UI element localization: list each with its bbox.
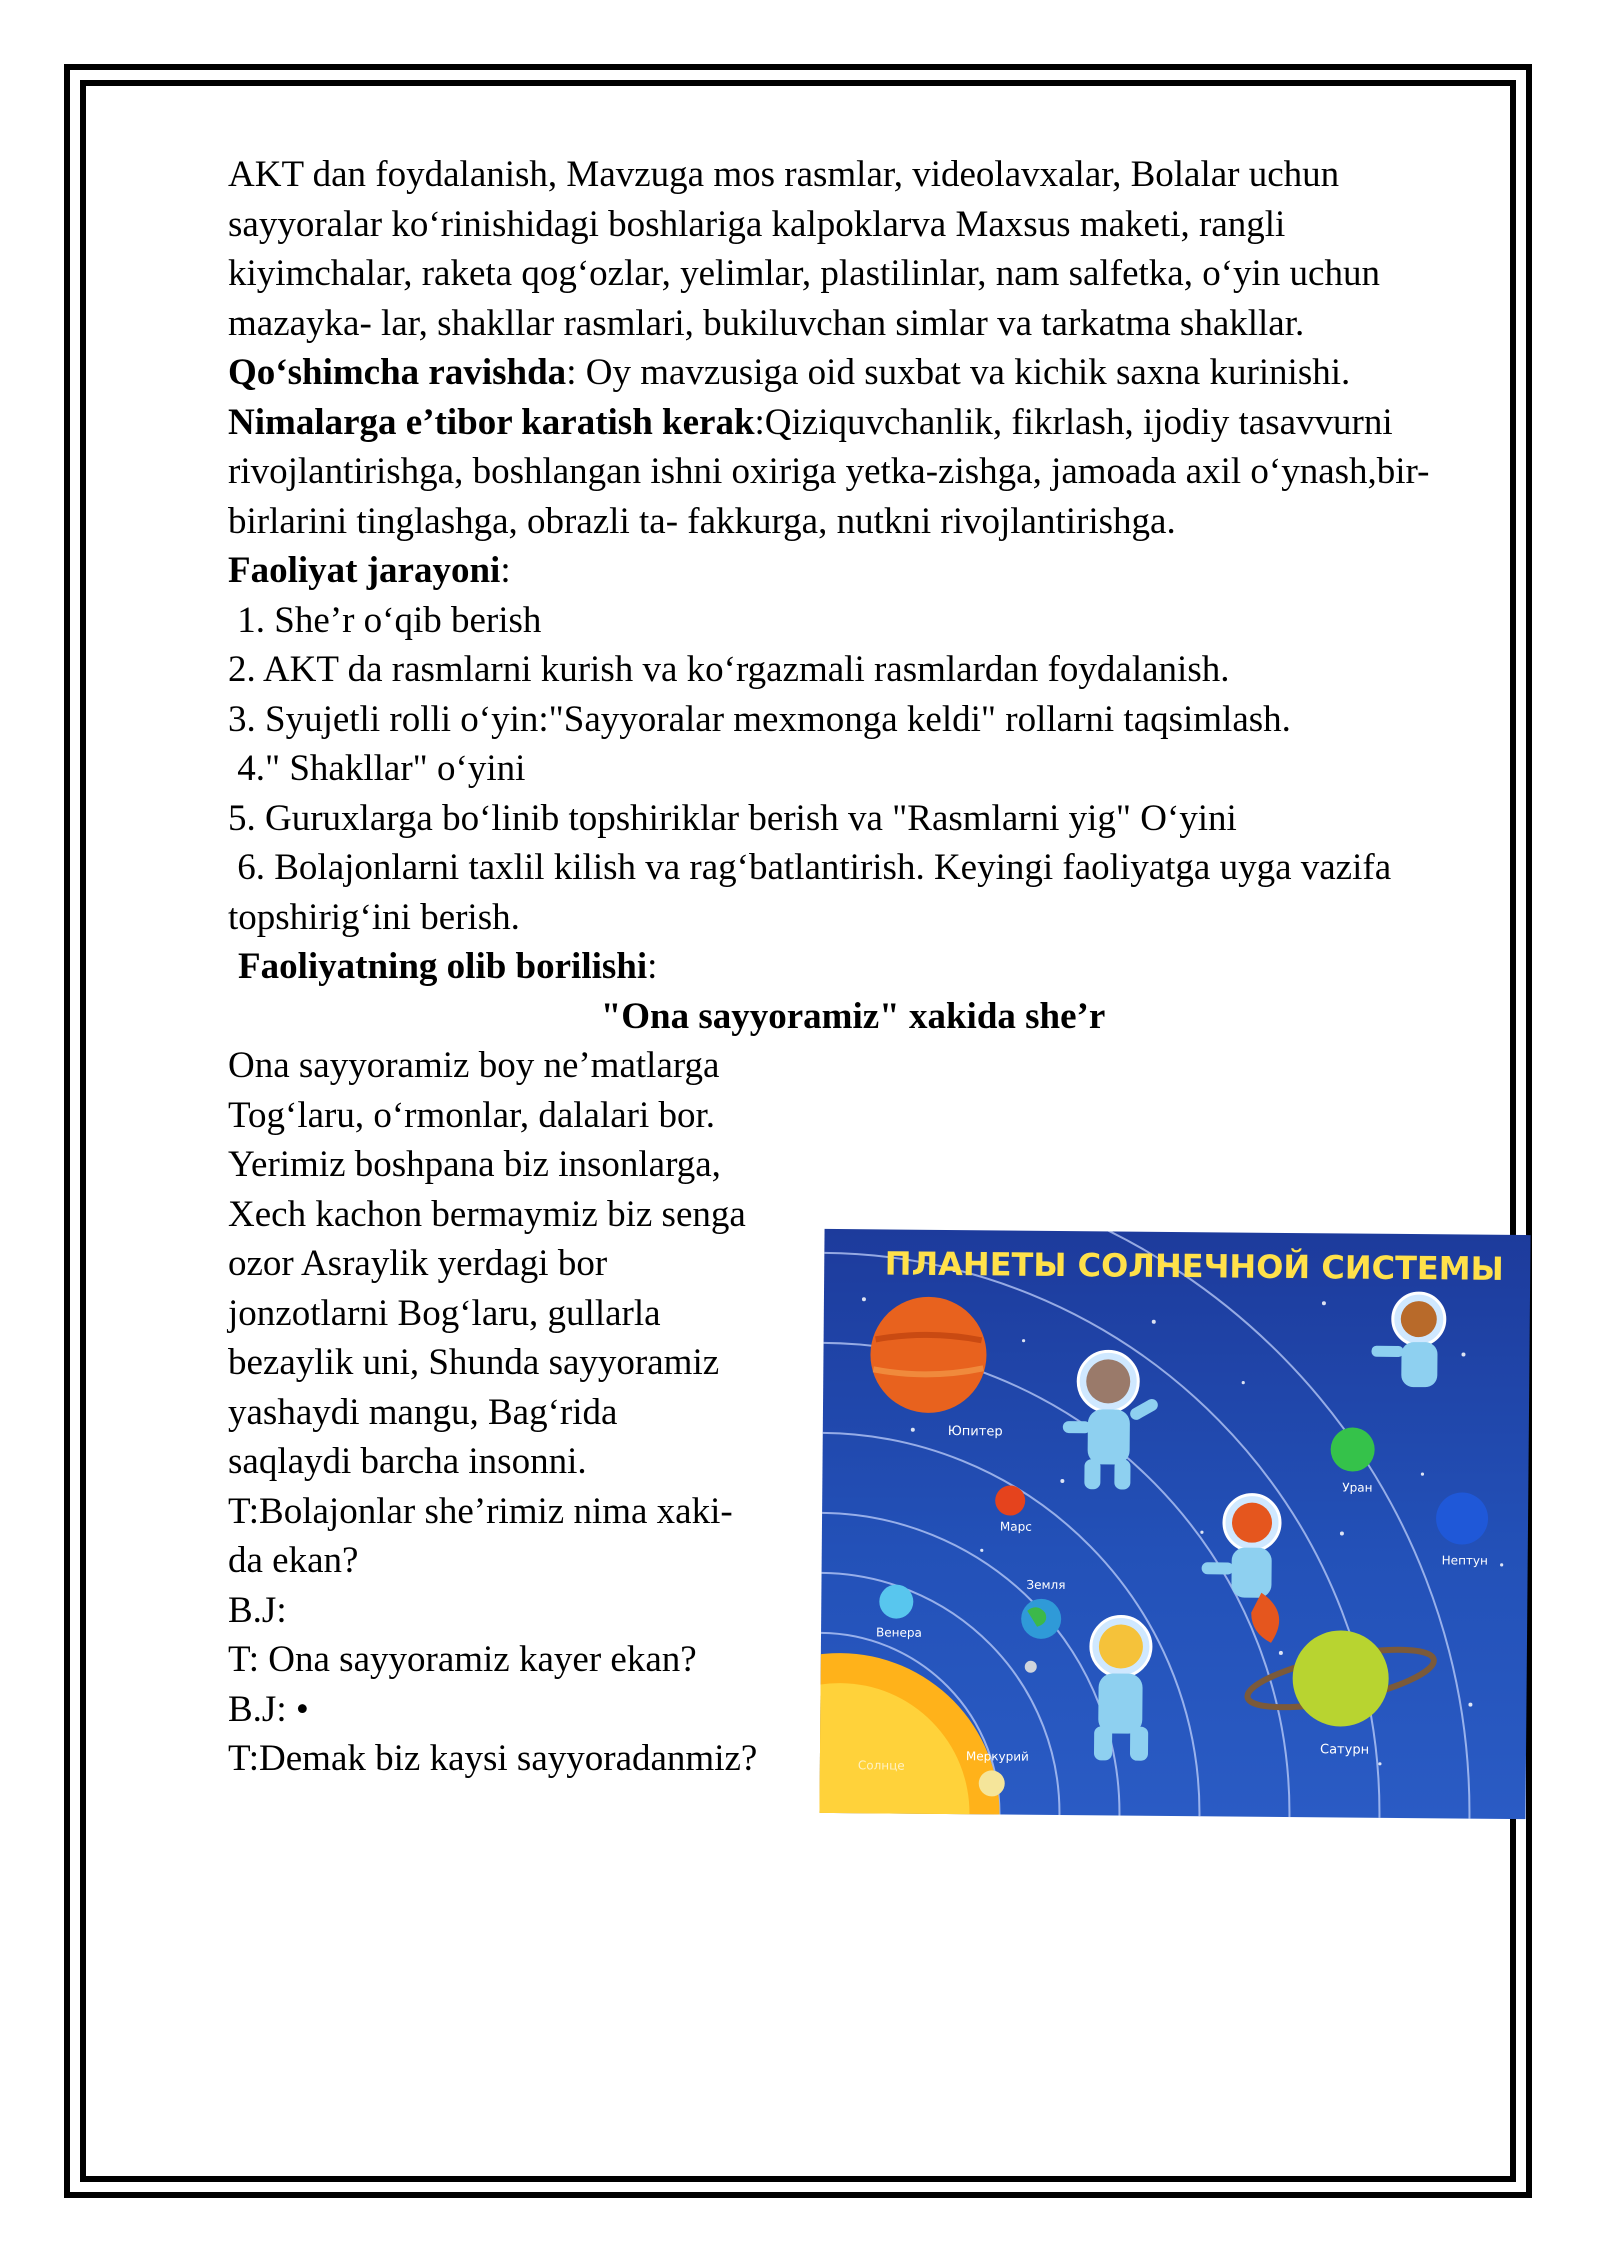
uranus-planet (1330, 1427, 1374, 1471)
qoshimcha-label: Qo‘shimcha ravishda (228, 352, 567, 393)
step-item: 2. AKT da rasmlarni kurish va ko‘rgazmali rasmlardan foydalanish. (228, 649, 1230, 690)
uranus-label: Уран (1342, 1480, 1373, 1495)
nimalarga-label: Nimalarga e’tibor karatish kerak (228, 401, 755, 443)
mars-planet (995, 1485, 1025, 1515)
jupiter-label: Юпитер (947, 1424, 1003, 1440)
venus-label: Венера (875, 1625, 922, 1640)
mercury-label: Меркурий (965, 1749, 1029, 1764)
dialog-line: T: Ona sayyoramiz kayer ekan? (228, 1639, 697, 1680)
poem-text: Ona sayyoramiz boy ne’matlarga Tog‘laru, o‘rmonlar, dalalari bor. Yerimiz boshpana biz insonlarga, Xech kachon bermaymiz biz senga ozor Asraylik yerdagi bor jonzotlarni Bog‘laru, gullarla bezaylik uni, Shunda sayyoramiz yashaydi mangu, Bag‘rida saqlaydi barcha insonni. (228, 1045, 746, 1482)
borilishi-heading: Faoliyatning olib borilishi: (238, 946, 658, 987)
dialog-line: T:Bolajonlar she’rimiz nima xaki- da ekan? (228, 1490, 733, 1581)
neptune-planet (1436, 1492, 1488, 1544)
qoshimcha-paragraph (228, 348, 1478, 398)
poem-column (228, 1041, 758, 1784)
step-item: 1. She’r o‘qib berish (228, 599, 542, 641)
jarayon-label: Faoliyat jarayoni (228, 550, 501, 591)
astronaut-fox (1201, 1494, 1280, 1643)
astronaut-dog (1371, 1293, 1445, 1388)
intro-paragraph: AKT dan foydalanish, Mavzuga mos rasmlar, videolavxalar, Bolalar uchun sayyoralar ko‘rinishidagi boshlariga kalpoklarva Maxsus maketi, rangli kiyimchalar, raketa qog‘ozlar, yelimlar, plastilinlar, nam salfetka, o‘yin uchun mazayka- lar, shakllar rasmlari, bukiluvchan simlar va tarkatma shakllar. (228, 154, 1380, 344)
step-item: 3. Syujetli rolli o‘yin:"Sayyoralar mexmonga keldi" rollarni taqsimlash. (228, 698, 1291, 740)
nimalarga-text: :Qiziquvchanlik, fikrlash, ijodiy tasavvurni rivojlantirishga, boshlangan ishni oxiriga yetka-zishga, jamoada axil o‘ynash,bir-birlarini tinglashga, obrazli ta- fakkurga, nutkni rivojlantirishga. (228, 401, 1430, 542)
step-item: 5. Guruxlarga bo‘linib topshiriklar berish va "Rasmlarni yig" O‘yini (228, 797, 1237, 839)
qoshimcha-text: : Oy mavzusiga oid suxbat va kichik saxna kurinishi. (566, 352, 1351, 393)
dialog-line: T:Demak biz kaysi sayyoradanmiz? (228, 1738, 758, 1779)
mercury-planet (979, 1770, 1005, 1796)
nimalarga-paragraph (228, 398, 1478, 547)
astronaut-lion (1090, 1616, 1151, 1761)
jupiter-planet (870, 1296, 987, 1413)
step-item: 6. Bolajonlarni taxlil kilish va rag‘batlantirish. Keyingi faoliyatga uyga vazifa topshirig‘ini berish. (228, 847, 1401, 938)
mars-label: Марс (999, 1519, 1032, 1534)
venus-planet (879, 1584, 913, 1618)
solar-system-picture (819, 1229, 1530, 1819)
neptune-label: Нептун (1441, 1553, 1488, 1568)
dialog-line: B.J: (228, 1589, 287, 1631)
earth-label: Земля (1026, 1577, 1066, 1593)
saturn-planet (1292, 1630, 1389, 1727)
saturn-label: Сатурн (1319, 1742, 1370, 1758)
borilishi-label: Faoliyatning olib borilishi (238, 946, 648, 987)
sun-label: Солнце (857, 1758, 905, 1773)
step-item: 4." Shakllar" o‘yini (228, 748, 526, 789)
jarayon-heading: Faoliyat jarayoni: (228, 550, 511, 591)
picture-title: ПЛАНЕТЫ СОЛНЕЧНОЙ СИСТЕМЫ (884, 1244, 1504, 1288)
poem-title: "Ona sayyoramiz" xakida she’r (600, 995, 1106, 1037)
dialog-line: B.J: • (228, 1688, 309, 1730)
